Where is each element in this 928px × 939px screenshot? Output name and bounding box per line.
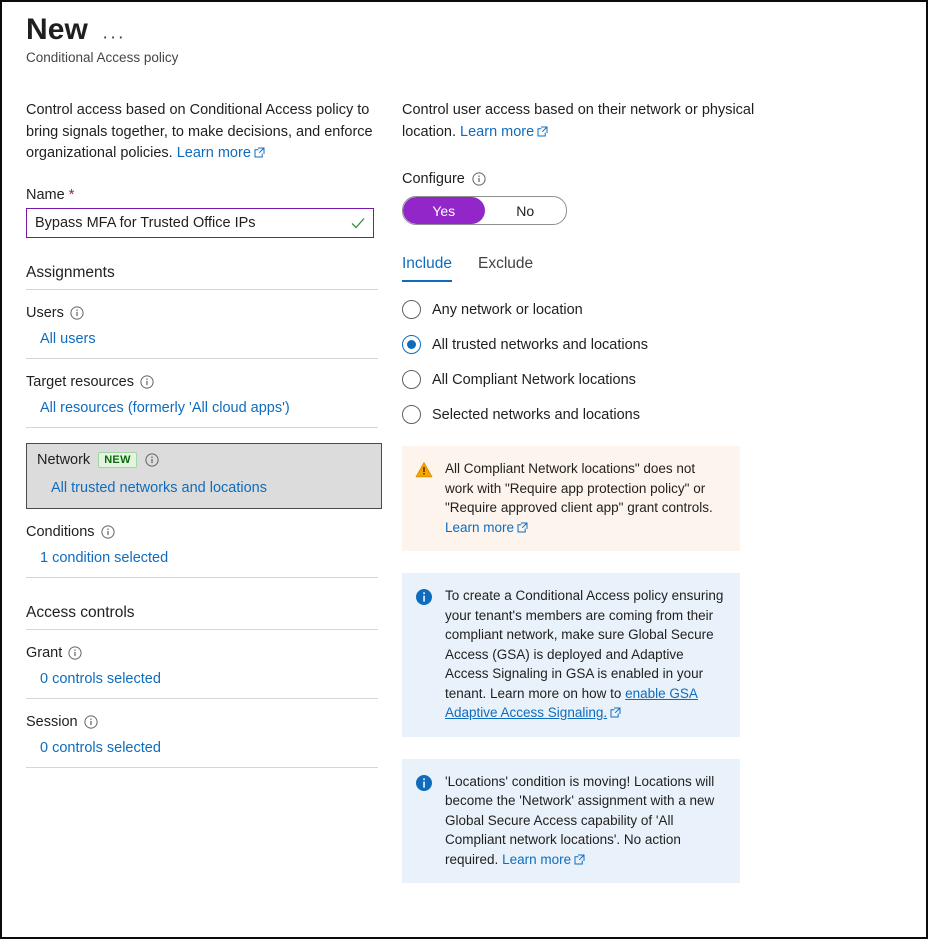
target-resources-value-row[interactable] bbox=[26, 399, 378, 428]
network-intro-learn-more-link[interactable]: Learn more bbox=[460, 123, 535, 140]
radio-option-all-compliant-network-locations[interactable] bbox=[402, 370, 758, 389]
session-value-link[interactable]: 0 controls selected bbox=[40, 739, 161, 756]
panel-header bbox=[26, 12, 904, 48]
radio-icon-selected[interactable] bbox=[402, 335, 421, 354]
radio-icon[interactable] bbox=[402, 370, 421, 389]
radio-label: Any network or location bbox=[432, 301, 583, 318]
page-subtitle: Conditional Access policy bbox=[26, 50, 179, 65]
assignments-section-heading: Assignments bbox=[26, 264, 378, 290]
configure-toggle[interactable] bbox=[402, 196, 567, 225]
warning-icon bbox=[415, 461, 433, 479]
info-message-body: 'Locations' condition is moving! Locations will become the 'Network' assignment with a new Global Secure Access capability of 'All Compliant network locations'. No action required. bbox=[445, 773, 715, 867]
grant-info-icon[interactable] bbox=[68, 646, 82, 660]
page-title: New bbox=[26, 13, 88, 46]
network-label-row bbox=[37, 452, 371, 468]
session-info-icon[interactable] bbox=[84, 715, 98, 729]
info-message-box-locations bbox=[402, 759, 740, 884]
name-field-label bbox=[26, 187, 378, 203]
warning-message-box bbox=[402, 446, 740, 551]
valid-check-icon bbox=[350, 215, 366, 231]
info-circle-icon bbox=[415, 588, 433, 606]
network-assignment-block[interactable] bbox=[26, 443, 382, 509]
conditions-label: Conditions bbox=[26, 523, 95, 540]
users-value-link[interactable]: All users bbox=[40, 330, 96, 347]
info-message-text-locations bbox=[445, 772, 726, 870]
conditions-label-row bbox=[26, 524, 378, 540]
target-resources-label-row bbox=[26, 374, 378, 390]
session-label: Session bbox=[26, 713, 78, 730]
info-circle-icon bbox=[415, 774, 433, 792]
external-link-icon bbox=[254, 147, 265, 158]
session-value-row[interactable] bbox=[26, 739, 378, 768]
radio-label: All trusted networks and locations bbox=[432, 336, 648, 353]
more-options-button[interactable]: ··· bbox=[102, 27, 126, 48]
network-value-row[interactable] bbox=[37, 479, 371, 497]
radio-label: Selected networks and locations bbox=[432, 406, 640, 423]
users-value-row[interactable] bbox=[26, 330, 378, 359]
warning-message-body: All Compliant Network locations" does not work with "Require app protection policy" or "Require approved client app" grant controls. bbox=[445, 461, 713, 515]
network-detail-column bbox=[402, 100, 758, 883]
configure-toggle-no[interactable]: No bbox=[516, 202, 535, 219]
external-link-icon bbox=[610, 707, 621, 718]
tab-include[interactable]: Include bbox=[402, 255, 452, 282]
name-label-text: Name bbox=[26, 186, 65, 203]
radio-icon[interactable] bbox=[402, 405, 421, 424]
grant-value-row[interactable] bbox=[26, 670, 378, 699]
warning-message-text bbox=[445, 459, 726, 537]
panel-columns bbox=[26, 100, 904, 883]
policy-form-column bbox=[26, 100, 378, 883]
policy-name-input[interactable] bbox=[27, 209, 373, 237]
session-label-row bbox=[26, 714, 378, 730]
configure-label: Configure bbox=[402, 171, 465, 187]
external-link-icon bbox=[517, 522, 528, 533]
enable-gsa-link[interactable]: enable GSA Adaptive Access Signaling. bbox=[445, 685, 698, 720]
grant-label-row bbox=[26, 645, 378, 661]
locations-learn-more-link[interactable]: Learn more bbox=[502, 851, 572, 867]
external-link-icon bbox=[537, 126, 548, 137]
grant-label: Grant bbox=[26, 644, 63, 661]
configure-label-row bbox=[402, 171, 758, 187]
name-input-container[interactable] bbox=[26, 208, 374, 238]
conditions-value-row[interactable] bbox=[26, 549, 378, 578]
target-resources-info-icon[interactable] bbox=[140, 375, 154, 389]
users-label-row bbox=[26, 305, 378, 321]
users-label: Users bbox=[26, 304, 64, 321]
network-intro-paragraph: Control user access based on their network or physical location. bbox=[402, 102, 755, 140]
policy-intro-paragraph: Control access based on Conditional Access policy to bring signals together, to make decisions, and enforce organizational policies. bbox=[26, 102, 373, 161]
radio-icon[interactable] bbox=[402, 300, 421, 319]
radio-option-any-network[interactable] bbox=[402, 300, 758, 319]
network-info-icon[interactable] bbox=[145, 453, 159, 467]
info-message-box-gsa bbox=[402, 573, 740, 737]
network-label: Network bbox=[37, 451, 91, 468]
info-message-body: To create a Conditional Access policy ensuring your tenant's members are coming from their compliant network, make sure Global Secure Access (GSA) is deployed and Adaptive Access Signaling in GSA is enabled in your tenant. Learn more on how to bbox=[445, 588, 724, 701]
configure-info-icon[interactable] bbox=[472, 172, 486, 186]
warning-learn-more-link[interactable]: Learn more bbox=[445, 519, 515, 535]
network-value-link[interactable]: All trusted networks and locations bbox=[51, 479, 267, 496]
radio-option-all-trusted-networks[interactable] bbox=[402, 335, 758, 354]
radio-option-selected-networks[interactable] bbox=[402, 405, 758, 424]
policy-intro-text bbox=[26, 100, 378, 165]
info-message-text-gsa bbox=[445, 586, 726, 723]
conditions-value-link[interactable]: 1 condition selected bbox=[40, 549, 169, 566]
policy-intro-learn-more-link[interactable]: Learn more bbox=[176, 145, 251, 161]
external-link-icon bbox=[574, 854, 585, 865]
conditions-info-icon[interactable] bbox=[101, 525, 115, 539]
target-resources-value-link[interactable]: All resources (formerly 'All cloud apps') bbox=[40, 399, 290, 416]
radio-label: All Compliant Network locations bbox=[432, 371, 636, 388]
tab-exclude[interactable]: Exclude bbox=[477, 255, 534, 272]
access-controls-section-heading: Access controls bbox=[26, 604, 378, 630]
include-exclude-tabs bbox=[402, 255, 758, 282]
configure-toggle-yes[interactable]: Yes bbox=[403, 197, 485, 224]
users-info-icon[interactable] bbox=[70, 306, 84, 320]
network-intro-text bbox=[402, 100, 758, 143]
target-resources-label: Target resources bbox=[26, 373, 134, 390]
grant-value-link[interactable]: 0 controls selected bbox=[40, 670, 161, 687]
name-required-marker: * bbox=[68, 186, 75, 203]
network-new-badge: NEW bbox=[98, 452, 137, 468]
network-options-radio-group bbox=[402, 300, 758, 424]
